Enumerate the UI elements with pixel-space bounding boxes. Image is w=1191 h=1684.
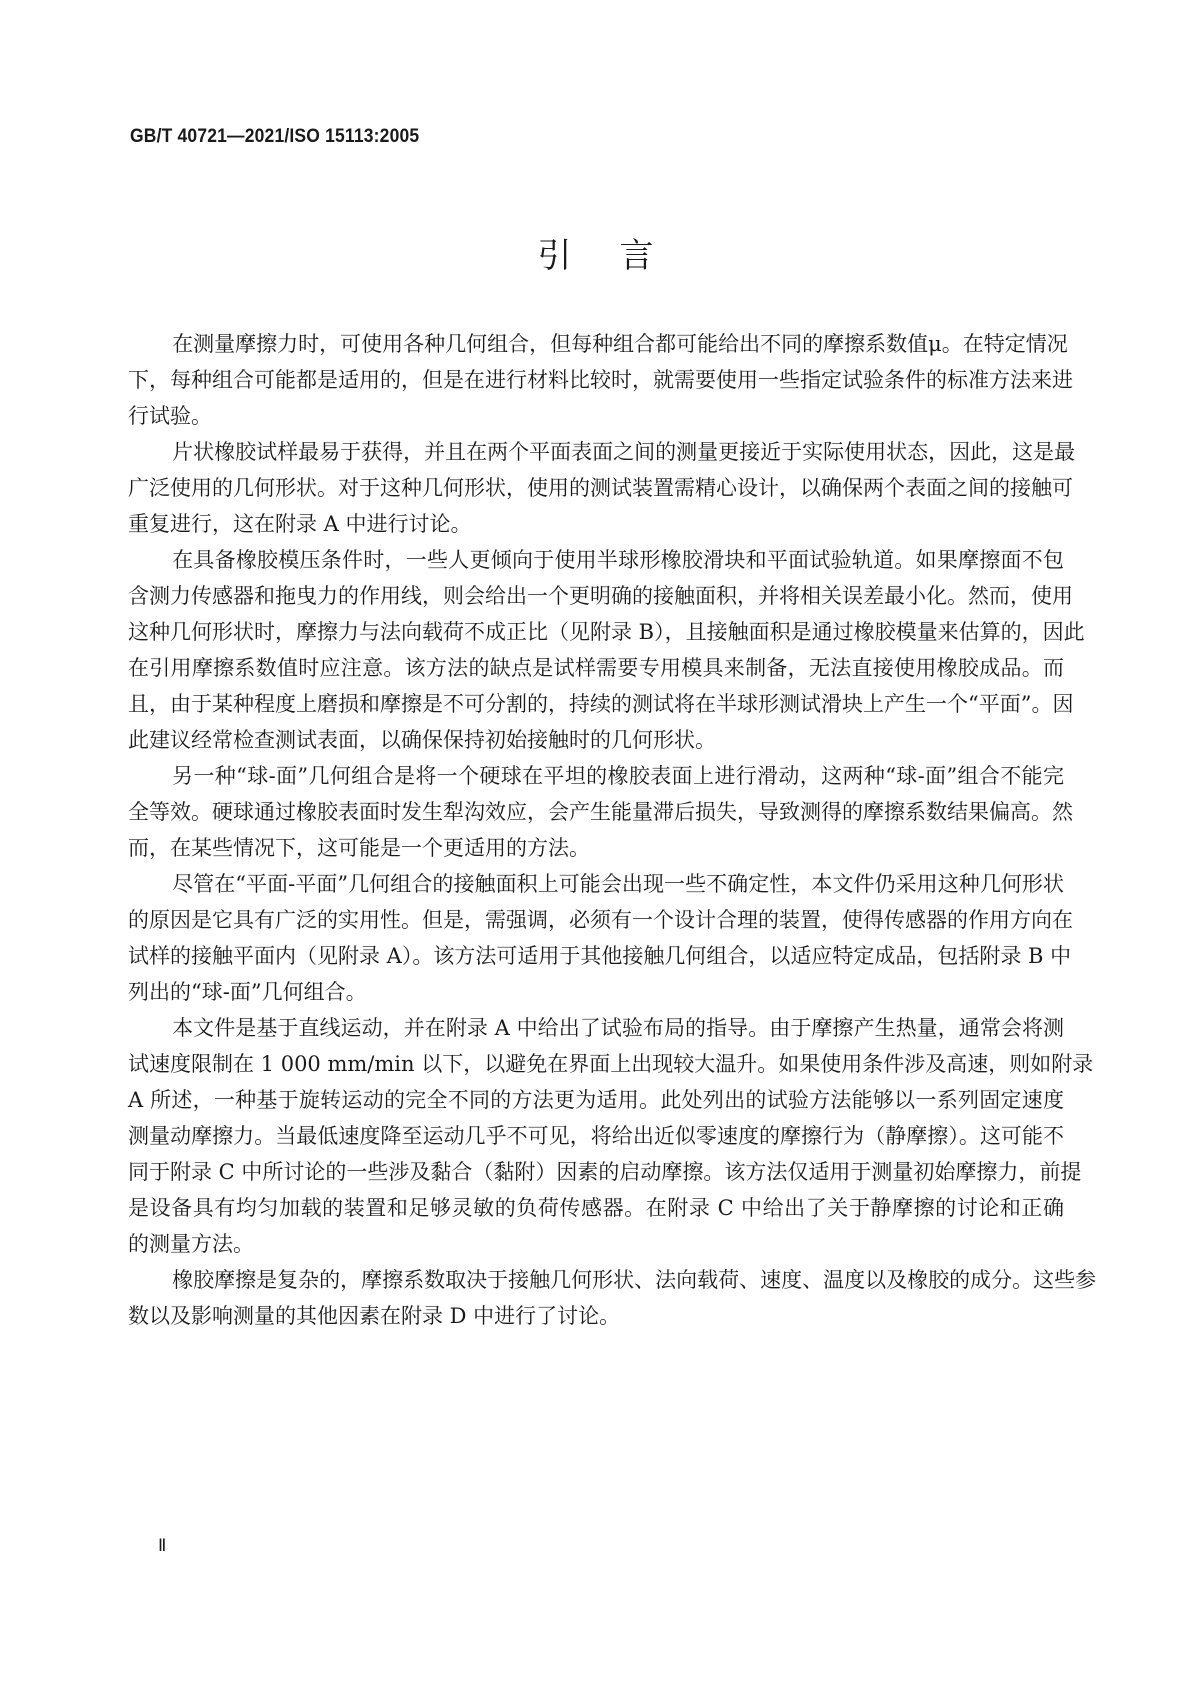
paragraph-line: 橡胶摩擦是复杂的，摩擦系数取决于接触几何形状、法向载荷、速度、温度以及橡胶的成分。这些参 xyxy=(172,1268,1097,1292)
body-text xyxy=(128,326,1097,1334)
paragraph xyxy=(128,326,1073,434)
paragraph xyxy=(128,434,1076,542)
paragraph-line: 在引用摩擦系数值时应注意。该方法的缺点是试样需要专用模具来制备，无法直接使用橡胶成品。而 xyxy=(128,656,1064,680)
paragraph-line: 试样的接触平面内（见附录 A）。该方法可适用于其他接触几何组合，以适应特定成品，包括附录 B 中 xyxy=(128,944,1072,968)
paragraph-line: 而，在某些情况下，这可能是一个更适用的方法。 xyxy=(128,836,590,860)
paragraph-line: 下，每种组合可能都是适用的，但是在进行材料比较时，就需要使用一些指定试验条件的标准方法来进 xyxy=(128,368,1073,392)
page-title: 引言 xyxy=(537,236,702,276)
paragraph-line: 行试验。 xyxy=(128,404,212,428)
paragraph-line: 在具备橡胶模压条件时，一些人更倾向于使用半球形橡胶滑块和平面试验轨道。如果摩擦面不包 xyxy=(172,548,1064,572)
paragraph-line: 重复进行，这在附录 A 中进行讨论。 xyxy=(128,512,472,536)
paragraph-line: 列出的“球-面”几何组合。 xyxy=(128,980,367,1004)
paragraph-line: 的测量方法。 xyxy=(128,1232,254,1256)
paragraph-line: 的原因是它具有广泛的实用性。但是，需强调，必须有一个设计合理的装置，使得传感器的作用方向在 xyxy=(128,908,1073,932)
paragraph-line: 尽管在“平面-平面”几何组合的接触面积上可能会出现一些不确定性，本文件仍采用这种几何形状 xyxy=(172,872,1064,896)
paragraph-line: 全等效。硬球通过橡胶表面时发生犁沟效应，会产生能量滞后损失，导致测得的摩擦系数结果偏高。然 xyxy=(128,800,1073,824)
paragraph xyxy=(128,866,1073,1010)
paragraph-line: 测量动摩擦力。当最低速度降至运动几乎不可见，将给出近似零速度的摩擦行为（静摩擦）。这可能不 xyxy=(128,1124,1064,1148)
paragraph-line: 本文件是基于直线运动，并在附录 A 中给出了试验布局的指导。由于摩擦产生热量，通常会将测 xyxy=(172,1016,1064,1040)
paragraph-line: 数以及影响测量的其他因素在附录 D 中进行了讨论。 xyxy=(128,1304,621,1328)
paragraph xyxy=(128,542,1085,758)
paragraph-line: 同于附录 C 中所讨论的一些涉及黏合（黏附）因素的启动摩擦。该方法仅适用于测量初始摩擦力，前提 xyxy=(128,1160,1082,1184)
paragraph-line: 片状橡胶试样最易于获得，并且在两个平面表面之间的测量更接近于实际使用状态，因此，这是最 xyxy=(172,440,1076,464)
standard-code-header: GB/T 40721—2021/ISO 15113:2005 xyxy=(130,126,420,147)
paragraph-line: 广泛使用的几何形状。对于这种几何形状，使用的测试装置需精心设计，以确保两个表面之间的接触可 xyxy=(128,476,1073,500)
paragraph-line: 这种几何形状时，摩擦力与法向载荷不成正比（见附录 B），且接触面积是通过橡胶模量来估算的，因此 xyxy=(128,620,1085,644)
paragraph-line: A 所述，一种基于旋转运动的完全不同的方法更为适用。此处列出的试验方法能够以一系列固定速度 xyxy=(128,1088,1064,1112)
paragraph-line: 另一种“球-面”几何组合是将一个硬球在平坦的橡胶表面上进行滑动，这两种“球-面”组合不能完 xyxy=(172,764,1064,788)
paragraph-line: 含测力传感器和拖曳力的作用线，则会给出一个更明确的接触面积，并将相关误差最小化。然而，使用 xyxy=(128,584,1073,608)
paragraph xyxy=(128,1262,1097,1334)
paragraph xyxy=(128,1010,1094,1262)
paragraph-line: 此建议经常检查测试表面，以确保保持初始接触时的几何形状。 xyxy=(128,728,716,752)
paragraph-line: 是设备具有均匀加载的装置和足够灵敏的负荷传感器。在附录 C 中给出了关于静摩擦的讨论和正确 xyxy=(128,1196,1064,1220)
paragraph-line: 在测量摩擦力时，可使用各种几何组合，但每种组合都可能给出不同的摩擦系数值μ。在特定情况 xyxy=(172,332,1068,356)
paragraph-line: 且，由于某种程度上磨损和摩擦是不可分割的，持续的测试将在半球形测试滑块上产生一个“平面”。因 xyxy=(128,692,1074,716)
paragraph-line: 试速度限制在 1 000 mm/min 以下，以避免在界面上出现较大温升。如果使用条件涉及高速，则如附录 xyxy=(128,1052,1094,1076)
paragraph xyxy=(128,758,1073,866)
page-number: Ⅱ xyxy=(158,1536,167,1555)
